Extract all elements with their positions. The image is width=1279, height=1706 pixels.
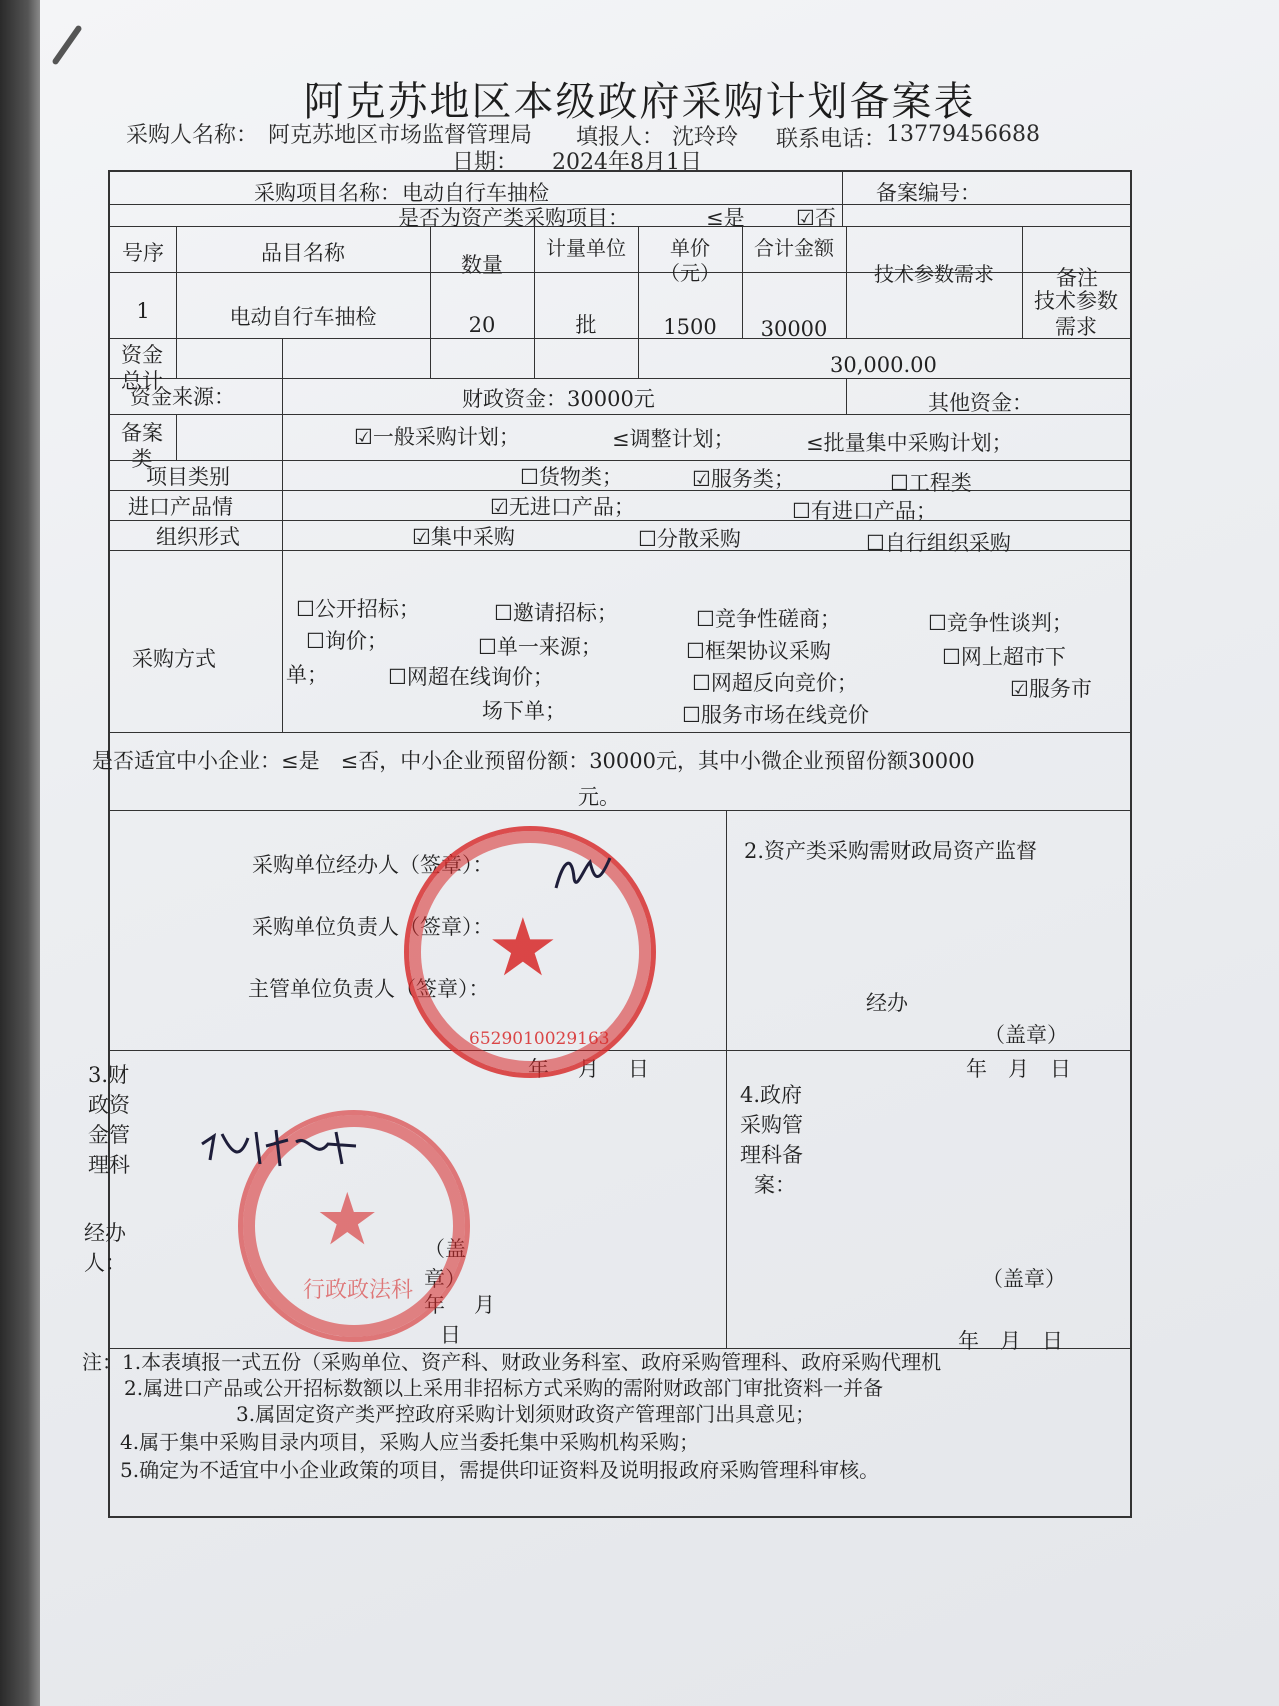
asset-date: 年 月 日 <box>966 1057 1071 1081</box>
handler-sign: 采购单位经办人（签章）： <box>252 853 494 877</box>
sign-month: 月 <box>578 1057 599 1081</box>
method-inquiry[interactable]: ☐询价； <box>306 629 388 653</box>
purchaser-name: 阿克苏地区市场监督管理局 <box>268 123 533 148</box>
note-2: 2.属进口产品或公开招标数额以上采用非招标方式采购的需附财政部门审批资料一并备 <box>124 1376 884 1400</box>
official-seal-market-bureau <box>404 826 656 1078</box>
category-services[interactable]: ☑服务类； <box>692 467 795 491</box>
sign-day: 日 <box>628 1057 649 1081</box>
method-service-online-bidding[interactable]: ☐服务市场在线竞价 <box>682 703 869 727</box>
note-1: 注：1.本表填报一式五份（采购单位、资产科、财政业务科室、政府采购管理科、政府采购代理机 <box>82 1350 942 1374</box>
note-5: 5.确定为不适宜中小企业政策的项目，需提供印证资料及说明报政府采购管理科审核。 <box>120 1458 880 1482</box>
finance-day: 日 <box>440 1323 461 1347</box>
date-value: 2024年8月1日 <box>552 150 702 175</box>
asset-no-option[interactable]: ☑否 <box>796 206 836 230</box>
rule <box>534 226 535 378</box>
asset-handled: 经办 <box>866 991 908 1015</box>
record-type-adjust[interactable]: ≤调整计划； <box>612 427 735 451</box>
record-number-label: 备案编号： <box>876 181 981 205</box>
asset-question-label: 是否为资产类采购项目： <box>398 206 629 230</box>
row-total: 30000 <box>760 317 828 341</box>
page-title: 阿克苏地区本级政府采购计划备案表 <box>303 79 976 125</box>
rule <box>108 1050 1132 1051</box>
rule <box>842 170 843 226</box>
row-unit-price: 1500 <box>663 315 717 339</box>
signature-finance <box>196 1124 366 1172</box>
record-type-batch[interactable]: ≤批量集中采购计划； <box>806 431 1013 455</box>
gov-proc-label: 4.政府 采购管 理科备 案： <box>740 1083 803 1197</box>
method-online-mall[interactable]: ☐网上超市下 <box>942 645 1066 669</box>
total-amount: 30,000.00 <box>830 353 937 377</box>
rule <box>846 378 847 414</box>
star-icon: ★ <box>315 1177 380 1261</box>
org-centralized[interactable]: ☑集中采购 <box>412 525 515 549</box>
sme-line: 是否适宜中小企业：≤是 ≤否，中小企业预留份额：30000元，其中小微企业预留份额30000 <box>92 749 975 773</box>
filler-name: 沈玲玲 <box>672 125 739 150</box>
header-unit-price: 单价（元） <box>660 236 720 285</box>
org-decentralized[interactable]: ☐分散采购 <box>638 527 741 551</box>
rule <box>108 810 1132 811</box>
rule <box>282 338 283 732</box>
method-open-tender[interactable]: ☐公开招标； <box>296 597 420 621</box>
finance-dept-label: 3.财 政资 金管 理科 <box>88 1063 130 1177</box>
sign-year: 年 <box>528 1057 549 1081</box>
header-total: 合计金额 <box>754 236 834 260</box>
fiscal-funds: 财政资金：30000元 <box>462 387 655 411</box>
finance-month: 月 <box>474 1293 495 1317</box>
method-online-mall-cont: 单； <box>286 663 328 687</box>
row-item-name: 电动自行车抽检 <box>229 305 377 329</box>
method-competitive-consultation[interactable]: ☐竞争性磋商； <box>696 607 841 631</box>
row-remarks: 技术参数需求 <box>1034 289 1118 340</box>
rule <box>726 810 727 1348</box>
project-category-label: 项目类别 <box>146 465 230 489</box>
note-3: 3.属固定资产类严控政府采购计划须财政资产管理部门出具意见； <box>236 1402 816 1426</box>
header-tech-params: 技术参数需求 <box>874 262 994 286</box>
rule <box>108 378 1132 379</box>
method-framework[interactable]: ☐框架协议采购 <box>686 639 831 663</box>
import-none[interactable]: ☑无进口产品； <box>490 495 635 519</box>
gov-proc-seal: （盖章） <box>982 1267 1066 1291</box>
row-unit: 批 <box>575 313 597 337</box>
total-label: 资金总计 <box>121 343 163 394</box>
date-label: 日期： <box>452 150 519 175</box>
method-competitive-negotiation[interactable]: ☐竞争性谈判； <box>928 611 1073 635</box>
project-name: 电动自行车抽检 <box>402 181 549 205</box>
org-form-label: 组织形式 <box>156 525 240 549</box>
star-icon: ★ <box>487 901 559 994</box>
project-name-label: 采购项目名称： <box>254 181 401 205</box>
photo-edge <box>0 0 40 1706</box>
org-self[interactable]: ☐自行组织采购 <box>866 531 1011 555</box>
filler-label: 填报人： <box>576 125 665 150</box>
row-quantity: 20 <box>468 313 496 337</box>
import-label: 进口产品情 <box>128 495 233 519</box>
record-type-general[interactable]: ☑一般采购计划； <box>354 425 520 449</box>
method-online-inquiry[interactable]: ☐网超在线询价； <box>388 665 554 689</box>
header-remarks: 备注 <box>1056 266 1098 290</box>
method-single-source[interactable]: ☐单一来源； <box>478 635 602 659</box>
supervisor-sign: 主管单位负责人（签章）： <box>248 977 490 1001</box>
header-unit: 计量单位 <box>546 236 626 260</box>
record-type-label: 备案类 <box>121 421 163 472</box>
finance-year: 年 <box>424 1293 445 1317</box>
sme-line-end: 元。 <box>578 785 620 809</box>
header-item-name: 品目名称 <box>261 241 345 265</box>
finance-handler: 经办 人： <box>84 1221 126 1275</box>
method-service-market-cont: 场下单； <box>482 699 566 723</box>
seal-id: 6529010029163 <box>469 1029 610 1049</box>
finance-seal: （盖 章） <box>424 1237 466 1291</box>
seal-text: 行政政法科 <box>303 1278 414 1303</box>
other-funds: 其他资金： <box>928 391 1033 415</box>
funding-label: 资金来源： <box>130 385 235 409</box>
rule <box>176 414 177 460</box>
method-service-market[interactable]: ☑服务市 <box>1010 677 1092 701</box>
rule <box>108 460 1132 461</box>
phone-number: 13779456688 <box>886 122 1040 147</box>
unit-head-sign: 采购单位负责人（签章）： <box>252 915 494 939</box>
method-invited-tender[interactable]: ☐邀请招标； <box>494 601 618 625</box>
header-quantity: 数量 <box>461 253 503 277</box>
method-label: 采购方式 <box>132 647 216 671</box>
gov-proc-date: 年 月 日 <box>958 1329 1063 1353</box>
header-index: 号序 <box>122 241 164 265</box>
phone-label: 联系电话： <box>776 127 887 152</box>
rule <box>108 732 1132 733</box>
rule <box>430 226 431 378</box>
rule <box>638 226 639 378</box>
category-goods[interactable]: ☐货物类； <box>520 465 623 489</box>
asset-seal: （盖章） <box>984 1023 1068 1047</box>
note-4: 4.属于集中采购目录内项目，采购人应当委托集中采购机构采购； <box>120 1430 700 1454</box>
method-reverse-bidding[interactable]: ☐网超反向竞价； <box>692 671 858 695</box>
row-index: 1 <box>136 299 150 323</box>
signature-handler <box>548 848 618 898</box>
asset-yes-option[interactable]: ≤是 <box>706 206 745 230</box>
import-yes[interactable]: ☐有进口产品； <box>792 499 937 523</box>
purchaser-label: 采购人名称： <box>126 123 259 148</box>
asset-dept-label: 2.资产类采购需财政局资产监督 <box>744 839 1038 863</box>
category-engineering[interactable]: ☐工程类 <box>890 471 972 495</box>
